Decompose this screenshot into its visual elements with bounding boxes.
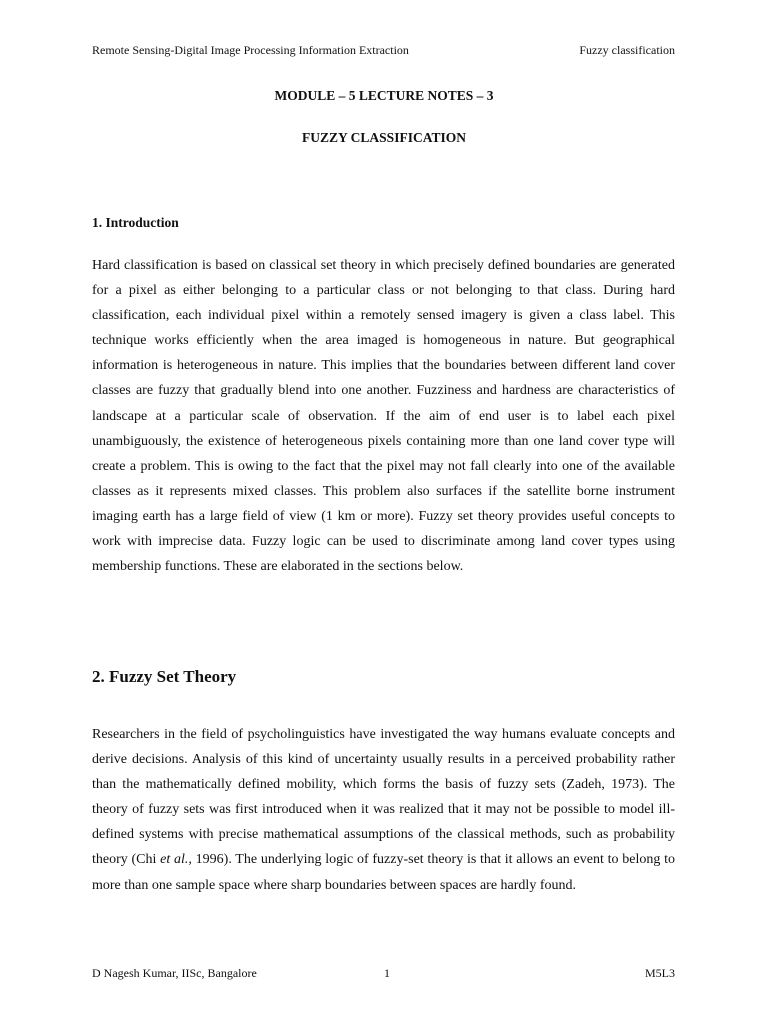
fuzzy-set-theory-paragraph	[92, 722, 675, 898]
paragraph-text: Researchers in the field of psycholinguistics have investigated the way humans evaluate concepts and derive decisions. Analysis of this kind of uncertainty usually results in a perceived probability rather than the mathematically defined mobility, which forms the basis of fuzzy sets (Zadeh, 1973). The theory of fuzzy sets was first introduced when it was realized that it may not be possible to model ill-defined systems with precise mathematical assumptions of the classical methods, such as probability theory (Chi	[92, 727, 675, 868]
introduction-paragraph: Hard classification is based on classical set theory in which precisely defined boundaries are generated for a pixel as either belonging to a particular class or not belonging to that class. During hard classification, each individual pixel within a remotely sensed imagery is given a class label. This technique works efficiently when the area imaged is homogeneous in nature. But geographical information is heterogeneous in nature. This implies that the boundaries between different land cover classes are fuzzy that gradually blend into one another. Fuzziness and hardness are characteristics of landscape at a particular scale of observation. If the aim of end user is to label each pixel unambiguously, the existence of heterogeneous pixels containing more than one land cover type will create a problem. This is owing to the fact that the pixel may not fall clearly into one of the available classes as it represents mixed classes. This problem also surfaces if the satellite borne instrument imaging earth has a large field of view (1 km or more). Fuzzy set theory provides useful concepts to work with imprecise data. Fuzzy logic can be used to discriminate among land cover types using membership functions. These are elaborated in the sections below.	[92, 258, 675, 575]
citation-italic: et al.,	[160, 852, 192, 868]
document-title: FUZZY CLASSIFICATION	[302, 130, 466, 145]
module-title: MODULE – 5 LECTURE NOTES – 3	[274, 88, 494, 103]
section-heading-fuzzy-set-theory: 2. Fuzzy Set Theory	[92, 667, 237, 686]
footer-author: D Nagesh Kumar, IISc, Bangalore	[92, 966, 257, 980]
header-topic: Fuzzy classification	[579, 43, 675, 57]
page-number: 1	[384, 966, 390, 980]
header-course-title: Remote Sensing-Digital Image Processing Information Extraction	[92, 43, 409, 57]
section-heading-introduction: 1. Introduction	[92, 215, 179, 230]
footer-lecture-code: M5L3	[645, 966, 675, 980]
paragraph-text-continued: 1996). The underlying logic of fuzzy-set theory is that it allows an event to belong to more than one sample space where sharp boundaries between spaces are hardly found.	[92, 852, 675, 893]
running-header	[92, 43, 675, 58]
